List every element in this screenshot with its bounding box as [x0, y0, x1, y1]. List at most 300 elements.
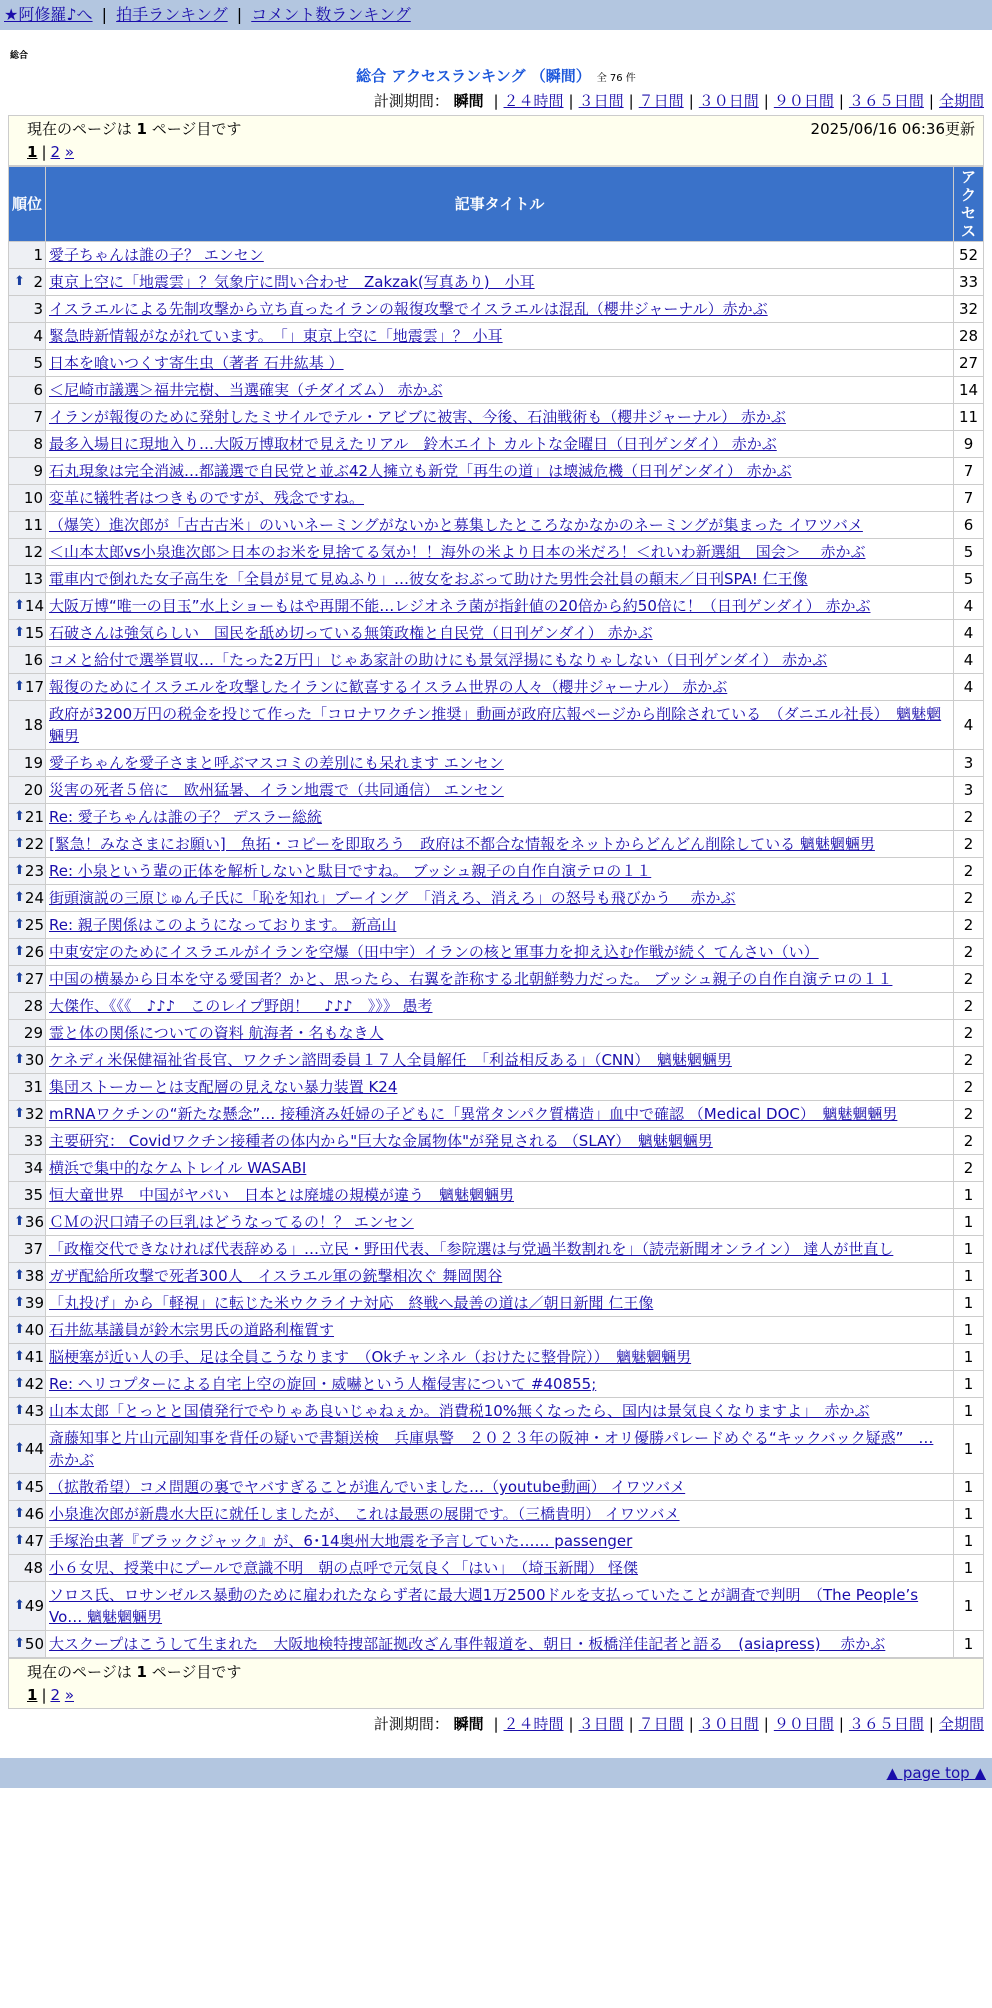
page-title-row: [8, 65, 984, 86]
table-row: [9, 1263, 984, 1290]
title-cell: [46, 404, 954, 431]
article-link[interactable]: 「政権交代できなければ代表辞める」…立民・野田代表、「参院選は与党過半数割れを」（読売新聞オンライン） 達人が世直し: [49, 1240, 894, 1258]
table-row: [9, 404, 984, 431]
rank-number: 37: [23, 1240, 43, 1258]
access-count: 2: [954, 885, 984, 912]
rank-number: 11: [23, 516, 43, 534]
article-link[interactable]: 「丸投げ」から「軽視」に転じた米ウクライナ対応 終戦へ最善の道は／朝日新聞 仁王像: [49, 1294, 654, 1312]
title-cell: [46, 485, 954, 512]
article-link[interactable]: 大阪万博“唯一の目玉”水上ショーもはや再開不能…レジオネラ菌が指針値の20倍から約50倍に！（日刊ゲンダイ） 赤かぶ: [49, 597, 871, 615]
period-current: 瞬間: [453, 1715, 484, 1733]
period-separator: |: [568, 1715, 574, 1733]
rank-cell: [9, 404, 46, 431]
table-row: [9, 701, 984, 750]
rank-number: 41: [24, 1348, 44, 1366]
article-link[interactable]: Re: 小泉という輩の正体を解析しないと駄目ですね。 ブッシュ親子の自作自演テロの１１: [49, 862, 652, 880]
rank-number: 15: [24, 624, 44, 642]
article-link[interactable]: イスラエルによる先制攻撃から立ち直ったイランの報復攻撃でイスラエルは混乱（櫻井ジャーナル）赤かぶ: [49, 300, 768, 318]
table-row: [9, 674, 984, 701]
article-link[interactable]: 中国の横暴から日本を守る愛国者？かと、思ったら、右翼を詐称する北朝鮮勢力だった。 ブッシュ親子の自作自演テロの１１: [49, 970, 893, 988]
article-link[interactable]: 霊と体の関係についての資料 航海者・名もなき人: [49, 1024, 384, 1042]
period-separator: |: [838, 92, 844, 110]
table-row: [9, 269, 984, 296]
article-link[interactable]: mRNAワクチンの“新たな懸念”… 接種済み妊婦の子どもに「異常タンパク質構造」血中で確認 （Medical DOC） 魑魅魍魎男: [49, 1105, 898, 1123]
rank-cell: [9, 1155, 46, 1182]
top-nav: [0, 0, 992, 30]
table-row: [9, 1317, 984, 1344]
access-count: 1: [954, 1474, 984, 1501]
article-link[interactable]: 報復のためにイスラエルを攻撃したイランに歓喜するイスラム世界の人々（櫻井ジャーナル） 赤かぶ: [49, 678, 728, 696]
access-count: 1: [954, 1425, 984, 1474]
access-count: 1: [954, 1398, 984, 1425]
title-cell: [46, 377, 954, 404]
rank-cell: [9, 1182, 46, 1209]
period-selector-top: [8, 90, 984, 111]
article-link[interactable]: ＜山本太郎vs小泉進次郎＞日本のお米を見捨てる気か！！海外の米より日本の米だろ！＜れいわ新選組 国会＞ 赤かぶ: [49, 543, 866, 561]
access-count: 2: [954, 858, 984, 885]
article-link[interactable]: Re: ヘリコプターによる自宅上空の旋回・威嚇という人権侵害について #40855;: [49, 1375, 597, 1393]
table-row: [9, 804, 984, 831]
period-current: 瞬間: [453, 92, 484, 110]
period-link[interactable]: ３６５日間: [848, 1715, 924, 1733]
title-header: 記事タイトル: [46, 167, 954, 242]
rank-cell: [9, 701, 46, 750]
up-arrow-icon: ⬆: [14, 863, 25, 878]
rank-cell: [9, 296, 46, 323]
up-arrow-icon: ⬆: [14, 1479, 25, 1494]
rank-number: 32: [24, 1105, 44, 1123]
article-link[interactable]: 集団ストーカーとは支配層の見えない暴力装置 K24: [49, 1078, 398, 1096]
access-count: 33: [954, 269, 984, 296]
article-link[interactable]: 街頭演説の三原じゅん子氏に「恥を知れ」ブーイング 「消えろ、消えろ」の怒号も飛びかう 赤かぶ: [49, 889, 736, 907]
title-cell: [46, 858, 954, 885]
article-link[interactable]: 愛子ちゃんは誰の子？ エンセン: [49, 246, 264, 264]
access-count: 14: [954, 377, 984, 404]
access-count: 9: [954, 431, 984, 458]
article-link[interactable]: 最多入場日に現地入り…大阪万博取材で見えたリアル 鈴木エイト カルトな金曜日（日刊ゲンダイ） 赤かぶ: [49, 435, 777, 453]
page-links: [27, 143, 975, 161]
period-link[interactable]: ３日間: [578, 1715, 624, 1733]
article-link[interactable]: 愛子ちゃんを愛子さまと呼ぶマスコミの差別にも呆れます エンセン: [49, 754, 504, 772]
table-row: [9, 1474, 984, 1501]
article-link[interactable]: 手塚治虫著『ブラックジャック』が、6･14奥州大地震を予言していた…… passenger: [49, 1532, 633, 1550]
title-cell: [46, 1290, 954, 1317]
page-separator: |: [41, 143, 47, 161]
article-link[interactable]: 斎藤知事と片山元副知事を背任の疑いで書類送検 兵庫県警 ２０２３年の阪神・オリ優勝パレードめぐる“キックバック疑惑” … 赤かぶ: [49, 1429, 934, 1469]
article-link[interactable]: ケネディ米保健福祉省長官、ワクチン諮問委員１７人全員解任 「利益相反ある」（CNN） 魑魅魍魎男: [49, 1051, 732, 1069]
rank-number: 40: [24, 1321, 44, 1339]
title-cell: [46, 674, 954, 701]
access-count: 2: [954, 939, 984, 966]
access-count: 1: [954, 1631, 984, 1658]
rank-cell: [9, 1425, 46, 1474]
article-link[interactable]: 主要研究： Covidワクチン接種者の体内から"巨大な金属物体"が発見される （SLAY） 魑魅魍魎男: [49, 1132, 713, 1150]
title-cell: [46, 993, 954, 1020]
title-cell: [46, 966, 954, 993]
title-cell: [46, 1263, 954, 1290]
title-cell: [46, 593, 954, 620]
title-cell: [46, 1555, 954, 1582]
next-page-link[interactable]: »: [64, 143, 75, 161]
article-link[interactable]: Re: 親子関係はこのようになっております。 新高山: [49, 916, 397, 934]
article-link[interactable]: 山本太郎「とっとと国債発行でやりゃあ良いじゃねぇか。消費税10%無くなったら、国内は景気良くなりますよ」 赤かぶ: [49, 1402, 870, 1420]
up-arrow-icon: ⬆: [14, 944, 25, 959]
article-link[interactable]: 小６女児、授業中にプールで意識不明 朝の点呼で元気良く「はい」 （埼玉新聞） 怪傑: [49, 1559, 639, 1577]
page-link[interactable]: 2: [50, 143, 61, 161]
rank-number: 12: [23, 543, 43, 561]
table-row: [9, 777, 984, 804]
access-count: 3: [954, 750, 984, 777]
rank-number: 47: [24, 1532, 44, 1550]
rank-cell: [9, 323, 46, 350]
period-link[interactable]: ３０日間: [698, 92, 759, 110]
article-link[interactable]: 脳梗塞が近い人の手、足は全員こうなります （Okチャンネル（おけたに整骨院）） 魑魅魍魎男: [49, 1348, 692, 1366]
access-count: 2: [954, 804, 984, 831]
ranking-table: [8, 166, 984, 1658]
title-cell: [46, 1074, 954, 1101]
rank-cell: [9, 912, 46, 939]
title-cell: [46, 458, 954, 485]
rank-number: 26: [24, 943, 44, 961]
up-arrow-icon: ⬆: [14, 1052, 25, 1067]
access-count: 1: [954, 1501, 984, 1528]
access-count: 7: [954, 485, 984, 512]
rank-cell: [9, 1398, 46, 1425]
access-count: 1: [954, 1290, 984, 1317]
title-cell: [46, 1425, 954, 1474]
rank-number: 30: [24, 1051, 44, 1069]
rank-cell: [9, 939, 46, 966]
title-cell: [46, 1371, 954, 1398]
rank-cell: [9, 485, 46, 512]
period-separator: |: [628, 92, 634, 110]
rank-number: 44: [24, 1440, 44, 1458]
table-row: [9, 377, 984, 404]
up-arrow-icon: ⬆: [14, 1322, 25, 1337]
pager-top: [8, 115, 984, 166]
rank-cell: [9, 1128, 46, 1155]
title-cell: [46, 566, 954, 593]
table-row: [9, 647, 984, 674]
article-link[interactable]: （爆笑）進次郎が「古古古米」のいいネーミングがないかと募集したところなかなかのネーミングが集まった イワツバメ: [49, 516, 863, 534]
title-cell: [46, 1128, 954, 1155]
up-arrow-icon: ⬆: [14, 1106, 25, 1121]
rank-cell: [9, 1501, 46, 1528]
period-separator: |: [928, 92, 934, 110]
period-separator: |: [688, 1715, 694, 1733]
period-link[interactable]: ７日間: [638, 1715, 684, 1733]
rank-number: 45: [24, 1478, 44, 1496]
table-row: [9, 1101, 984, 1128]
rank-cell: [9, 1101, 46, 1128]
title-cell: [46, 1344, 954, 1371]
access-count: 4: [954, 674, 984, 701]
rank-number: 2: [33, 273, 43, 291]
article-link[interactable]: ガザ配給所攻撃で死者300人 イスラエル軍の銃撃相次ぐ 舞岡関谷: [49, 1267, 503, 1285]
period-separator: |: [493, 1715, 499, 1733]
up-arrow-icon: ⬆: [14, 1598, 25, 1613]
rank-number: 49: [24, 1597, 44, 1615]
access-count: 2: [954, 831, 984, 858]
article-link[interactable]: 大傑作、《《《 ♪♪♪ このレイプ野朗！ ♪♪♪ 》》》 愚考: [49, 997, 433, 1015]
article-link[interactable]: [緊急！みなさまにお願い] 魚拓・コピーを即取ろう 政府は不都合な情報をネットからどんどん削除している 魑魅魍魎男: [49, 835, 875, 853]
access-count: 4: [954, 620, 984, 647]
rank-cell: [9, 269, 46, 296]
title-cell: [46, 539, 954, 566]
access-count: 2: [954, 993, 984, 1020]
article-link[interactable]: コメと給付で選挙買収…「たった2万円」じゃあ家計の助けにも景気浮揚にもなりゃしない（日刊ゲンダイ） 赤かぶ: [49, 651, 828, 669]
article-link[interactable]: 大スクープはこうして生まれた 大阪地検特捜部証拠改ざん事件報道を、朝日・板橋洋佳記者と語る (asiapress) 赤かぶ: [49, 1635, 886, 1653]
title-cell: [46, 701, 954, 750]
table-row: [9, 458, 984, 485]
article-link[interactable]: 東京上空に「地震雲」？気象庁に問い合わせ Zakzak(写真あり) 小耳: [49, 273, 535, 291]
period-link[interactable]: ９０日間: [773, 1715, 834, 1733]
rank-cell: [9, 777, 46, 804]
title-cell: [46, 1582, 954, 1631]
table-row: [9, 885, 984, 912]
access-count: 5: [954, 566, 984, 593]
article-link[interactable]: イランが報復のために発射したミサイルでテル・アビブに被害、今後、石油戦術も（櫻井ジャーナル） 赤かぶ: [49, 408, 786, 426]
article-link[interactable]: 中東安定のためにイスラエルがイランを空爆（田中宇）イランの核と軍事力を抑え込む作戦が続く てんさい（い）: [49, 943, 819, 961]
pager-bottom: [8, 1658, 984, 1709]
article-link[interactable]: 小泉進次郎が新農水大臣に就任しましたが、 これは最悪の展開です。（三橋貴明） イワツバメ: [49, 1505, 680, 1523]
article-link[interactable]: 恒大童世界 中国がヤバい 日本とは廃墟の規模が違う 魑魅魍魎男: [49, 1186, 515, 1204]
page-separator: |: [41, 1686, 47, 1704]
article-link[interactable]: 横浜で集中的なケムトレイル WASABI: [49, 1159, 307, 1177]
category-label: 総合: [10, 51, 29, 61]
article-link[interactable]: 変革に犠牲者はつきものですが、残念ですね。: [49, 489, 365, 507]
rank-number: 1: [33, 246, 43, 264]
next-page-link[interactable]: »: [64, 1686, 75, 1704]
title-cell: [46, 885, 954, 912]
up-arrow-icon: ⬆: [14, 598, 25, 613]
access-count: 2: [954, 1155, 984, 1182]
period-link[interactable]: ３６５日間: [848, 92, 924, 110]
title-cell: [46, 1209, 954, 1236]
rank-cell: [9, 512, 46, 539]
rank-cell: [9, 1555, 46, 1582]
table-row: [9, 1398, 984, 1425]
up-arrow-icon: ⬆: [14, 836, 25, 851]
article-link[interactable]: ＣＭの沢口靖子の巨乳はどうなってるの！？ エンセン: [49, 1213, 414, 1231]
title-cell: [46, 1101, 954, 1128]
rank-number: 34: [23, 1159, 43, 1177]
table-row: [9, 1528, 984, 1555]
rank-cell: [9, 1047, 46, 1074]
rank-cell: [9, 1317, 46, 1344]
rank-cell: [9, 885, 46, 912]
table-row: [9, 431, 984, 458]
rank-cell: [9, 1074, 46, 1101]
access-count: 1: [954, 1555, 984, 1582]
table-row: [9, 1236, 984, 1263]
up-arrow-icon: ⬆: [14, 1349, 25, 1364]
title-cell: [46, 1047, 954, 1074]
rank-number: 24: [24, 889, 44, 907]
title-cell: [46, 1020, 954, 1047]
rank-number: 22: [24, 835, 44, 853]
up-arrow-icon: ⬆: [14, 679, 25, 694]
access-count: 4: [954, 701, 984, 750]
rank-cell: [9, 1631, 46, 1658]
rank-number: 46: [24, 1505, 44, 1523]
title-cell: [46, 431, 954, 458]
page-top-link[interactable]: ▲ page top ▲: [886, 1764, 986, 1782]
article-link[interactable]: 緊急時新情報がながれています。 「」東京上空に「地震雲」？ 小耳: [49, 327, 503, 345]
access-count: 4: [954, 647, 984, 674]
access-count: 2: [954, 1020, 984, 1047]
access-count: 2: [954, 1128, 984, 1155]
up-arrow-icon: ⬆: [14, 971, 25, 986]
article-link[interactable]: 石井紘基議員が鈴木宗男氏の道路利権質す: [49, 1321, 335, 1339]
period-separator: |: [493, 92, 499, 110]
access-count: 3: [954, 777, 984, 804]
table-row: [9, 485, 984, 512]
title-cell: [46, 350, 954, 377]
title-cell: [46, 269, 954, 296]
rank-number: 33: [23, 1132, 43, 1150]
rank-number: 4: [33, 327, 43, 345]
up-arrow-icon: ⬆: [14, 1533, 25, 1548]
access-count: 1: [954, 1582, 984, 1631]
footer-bar: [0, 1758, 992, 1788]
title-cell: [46, 512, 954, 539]
comment-ranking-link[interactable]: コメント数ランキング: [251, 5, 411, 24]
rank-number: 6: [33, 381, 43, 399]
period-link[interactable]: ２４時間: [503, 1715, 564, 1733]
period-link[interactable]: ２４時間: [503, 92, 564, 110]
rank-cell: [9, 350, 46, 377]
period-separator: |: [568, 92, 574, 110]
access-count: 7: [954, 458, 984, 485]
rank-number: 43: [24, 1402, 44, 1420]
table-row: [9, 1555, 984, 1582]
access-count: 1: [954, 1263, 984, 1290]
period-link[interactable]: ３日間: [578, 92, 624, 110]
table-row: [9, 512, 984, 539]
up-arrow-icon: ⬆: [14, 625, 25, 640]
page-link[interactable]: 2: [50, 1686, 61, 1704]
access-count: 52: [954, 242, 984, 269]
table-row: [9, 1128, 984, 1155]
title-cell: [46, 939, 954, 966]
article-link[interactable]: Re: 愛子ちゃんは誰の子？ デスラー総統: [49, 808, 322, 826]
period-separator: |: [763, 92, 769, 110]
article-link[interactable]: 日本を喰いつくす寄生虫（著者 石井紘基 ）: [49, 354, 344, 372]
article-link[interactable]: 石丸現象は完全消滅…都議選で自民党と並ぶ42人擁立も新党「再生の道」は壊滅危機（日刊ゲンダイ） 赤かぶ: [49, 462, 792, 480]
rank-number: 13: [23, 570, 43, 588]
title-cell: [46, 1398, 954, 1425]
article-link[interactable]: 石破さんは強気らしい 国民を舐め切っている無策政権と自民党（日刊ゲンダイ） 赤かぶ: [49, 624, 653, 642]
period-separator: |: [928, 1715, 934, 1733]
access-count: 4: [954, 593, 984, 620]
article-link[interactable]: 災害の死者５倍に 欧州猛暑、イラン地震で（共同通信） エンセン: [49, 781, 504, 799]
rank-number: 48: [23, 1559, 43, 1577]
period-separator: |: [838, 1715, 844, 1733]
nav-separator: |: [101, 5, 108, 24]
current-page-number: 1: [27, 1686, 38, 1704]
period-separator: |: [688, 92, 694, 110]
table-row: [9, 993, 984, 1020]
rank-cell: [9, 1209, 46, 1236]
up-arrow-icon: ⬆: [14, 1295, 25, 1310]
current-page-number: 1: [27, 143, 38, 161]
period-link[interactable]: ７日間: [638, 92, 684, 110]
article-link[interactable]: ＜尼崎市議選＞福井完樹、当選確実（チダイズム） 赤かぶ: [49, 381, 443, 399]
table-row: [9, 939, 984, 966]
table-row: [9, 620, 984, 647]
access-count: 1: [954, 1182, 984, 1209]
table-row: [9, 1047, 984, 1074]
updated-time: 2025/06/16 06:36更新: [810, 120, 975, 138]
rank-number: 19: [23, 754, 43, 772]
period-label: 計測期間：: [373, 1715, 449, 1733]
access-count: 6: [954, 512, 984, 539]
rank-number: 18: [23, 716, 43, 734]
table-row: [9, 1344, 984, 1371]
rank-number: 10: [23, 489, 43, 507]
current-page-text: 現在のページは 1 ページ目です: [27, 120, 242, 138]
up-arrow-icon: ⬆: [14, 1214, 25, 1229]
access-header: アクセス: [954, 167, 984, 242]
rank-cell: [9, 1236, 46, 1263]
table-row: [9, 831, 984, 858]
rank-number: 25: [24, 916, 44, 934]
rank-number: 31: [23, 1078, 43, 1096]
nav-separator: |: [236, 5, 243, 24]
rank-cell: [9, 858, 46, 885]
rank-cell: [9, 966, 46, 993]
rank-number: 5: [33, 354, 43, 372]
article-link[interactable]: ソロス氏、ロサンゼルス暴動のために雇われたならず者に最大週1万2500ドルを支払っていたことが調査で判明 （The People’s Vo… 魑魅魍魎男: [49, 1586, 919, 1626]
up-arrow-icon: ⬆: [14, 1403, 25, 1418]
rank-cell: [9, 1344, 46, 1371]
rank-cell: [9, 647, 46, 674]
table-row: [9, 593, 984, 620]
rank-cell: [9, 620, 46, 647]
clap-ranking-link[interactable]: 拍手ランキング: [116, 5, 228, 24]
home-link[interactable]: ★阿修羅♪へ: [4, 5, 93, 24]
up-arrow-icon: ⬆: [14, 890, 25, 905]
rank-cell: [9, 593, 46, 620]
period-link[interactable]: 全期間: [938, 1715, 984, 1733]
period-separator: |: [763, 1715, 769, 1733]
access-count: 1: [954, 1344, 984, 1371]
rank-number: 23: [24, 862, 44, 880]
rank-cell: [9, 993, 46, 1020]
rank-cell: [9, 1263, 46, 1290]
up-arrow-icon: ⬆: [14, 917, 25, 932]
article-link[interactable]: （拡散希望）コメ問題の裏でヤバすぎることが進んでいました…（youtube動画） イワツバメ: [49, 1478, 686, 1496]
table-row: [9, 1582, 984, 1631]
table-row: [9, 1631, 984, 1658]
title-cell: [46, 750, 954, 777]
article-link[interactable]: 政府が3200万円の税金を投じて作った「コロナワクチン推奨」動画が政府広報ページから削除されている （ダニエル社長） 魑魅魍魎男: [49, 705, 942, 745]
table-row: [9, 966, 984, 993]
rank-number: 9: [33, 462, 43, 480]
rank-number: 28: [23, 997, 43, 1015]
access-count: 1: [954, 1528, 984, 1555]
title-cell: [46, 620, 954, 647]
period-link[interactable]: ３０日間: [698, 1715, 759, 1733]
table-row: [9, 750, 984, 777]
period-link[interactable]: ９０日間: [773, 92, 834, 110]
up-arrow-icon: ⬆: [14, 1506, 25, 1521]
period-link[interactable]: 全期間: [938, 92, 984, 110]
access-count: 1: [954, 1209, 984, 1236]
rank-cell: [9, 431, 46, 458]
article-link[interactable]: 電車内で倒れた女子高生を「全員が見て見ぬふり」…彼女をおぶって助けた男性会社員の顛末／日刊SPA! 仁王像: [49, 570, 808, 588]
